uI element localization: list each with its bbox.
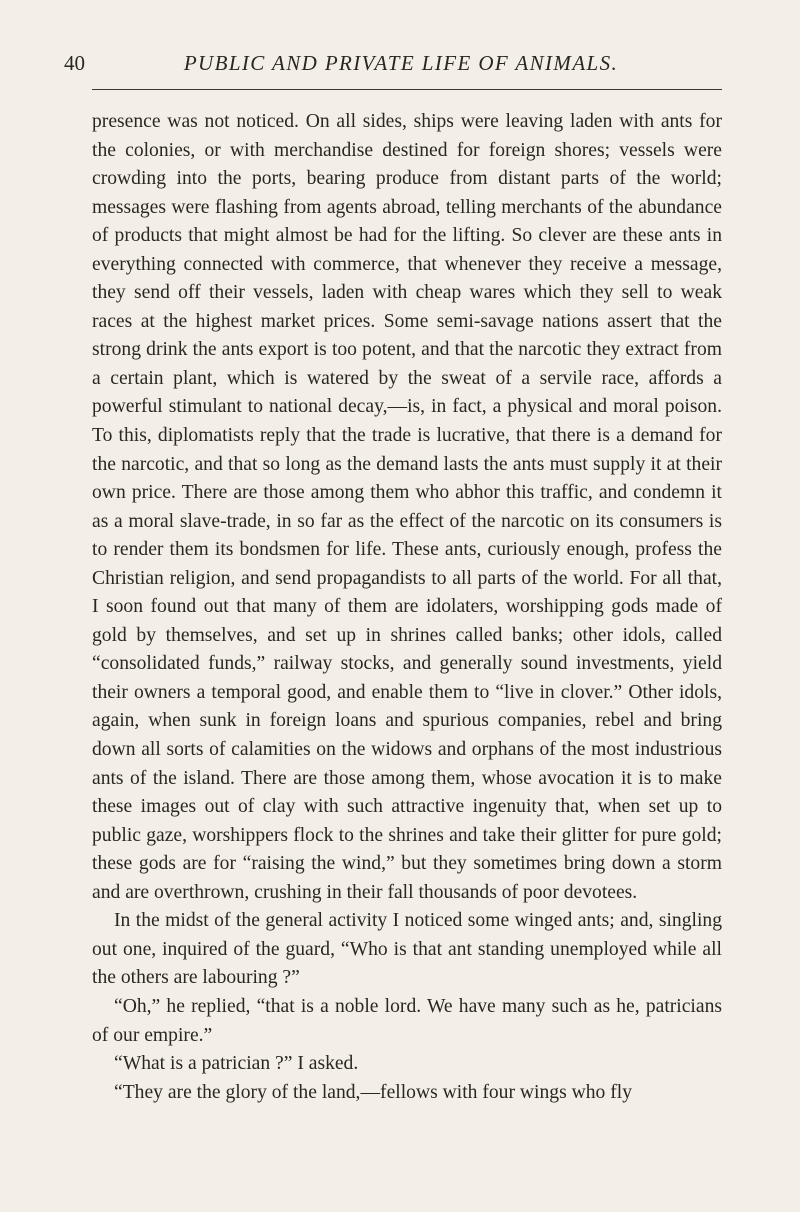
- page-number: 40: [64, 51, 85, 75]
- paragraph: In the midst of the general activity I noticed some winged ants; and, singling out one, inquired of the guard, “Who is that ant standing unemployed while all the others are labouring ?”: [92, 910, 722, 989]
- header-rule: [92, 89, 722, 90]
- page-header: [64, 48, 724, 78]
- paragraph: “They are the glory of the land,—fellows with four wings who fly: [114, 1081, 633, 1103]
- paragraph: “Oh,” he replied, “that is a noble lord. We have many such as he, patricians of our empire.”: [92, 995, 722, 1046]
- paragraph: “What is a patrician ?” I asked.: [114, 1053, 359, 1075]
- paragraph: presence was not noticed. On all sides, ships were leaving laden with ants for the colonies, or with merchandise destined for foreign shores; vessels were crowding into the ports, bearing produce from distant parts of the world; messages were flashing from agents abroad, telling merchants of the abundance of products that might almost be had for the lifting. So clever are these ants in everything connected with commerce, that whenever they receive a message, they send off their vessels, laden with cheap wares which they sell to weak races at the highest market prices. Some semi-savage nations assert that the strong drink the ants export is too potent, and that the narcotic they extract from a certain plant, which is watered by the sweat of a servile race, affords a powerful stimulant to national decay,—is, in fact, a physical and moral poison. To this, diplomatists reply that the trade is lucrative, that there is a demand for the narcotic, and that so long as the demand lasts the ants must supply it at their own price. There are those among them who abhor this traffic, and condemn it as a moral slave-trade, in so far as the effect of the narcotic on its consumers is to render them its bondsmen for life. These ants, curiously enough, profess the Christian religion, and send propagandists to all parts of the world. For all that, I soon found out that many of them are idolaters, worshipping gods made of gold by themselves, and set up in shrines called banks; other idols, called “consolidated funds,” railway stocks, and generally sound investments, yield their owners a temporal good, and enable them to “live in clover.” Other idols, again, when sunk in foreign loans and spurious companies, rebel and bring down all sorts of calamities on the widows and orphans of the most industrious ants of the island. There are those among them, whose avocation it is to make these images out of clay with such attractive ingenuity that, when set up to public gaze, worshippers flock to the shrines and take their glitter for pure gold; these gods are for “raising the wind,” but they sometimes bring down a storm and are overthrown, crushing in their fall thousands of poor devotees.: [92, 111, 722, 903]
- body-text: [92, 108, 722, 1107]
- running-title: PUBLIC AND PRIVATE LIFE OF ANIMALS.: [183, 51, 619, 75]
